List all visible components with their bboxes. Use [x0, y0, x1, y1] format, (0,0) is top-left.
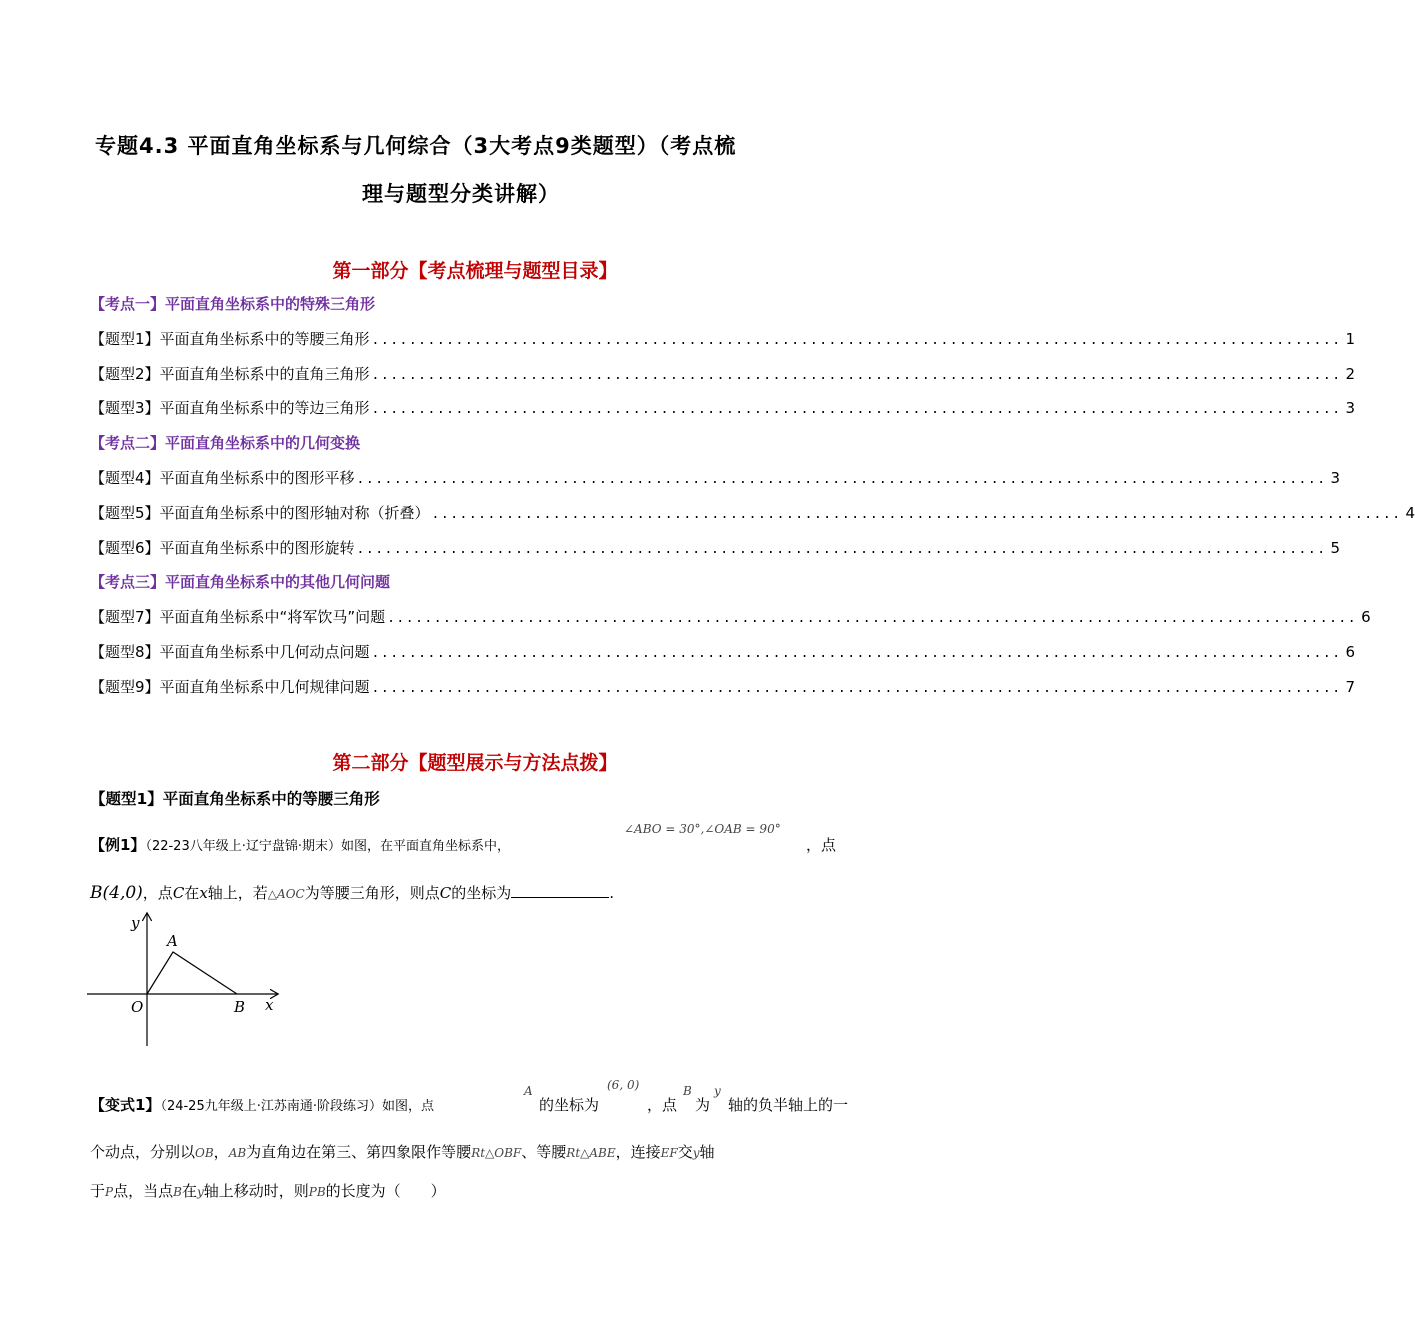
point-a-symbol: A [524, 1084, 533, 1098]
text-frag: 轴上，若 [207, 884, 268, 902]
text-frag: 点，当点 [113, 1182, 174, 1200]
text-frag: 于 [90, 1182, 106, 1200]
variant1-line2 [90, 1141, 715, 1162]
toc-item-label: 【题型2】平面直角坐标系中的直角三角形 [90, 365, 370, 383]
example1-point-suffix: ，点 [806, 836, 837, 854]
toc-leader: ........................................................................................................ [371, 368, 1342, 383]
variant1-label: 【变式1】 [90, 1096, 161, 1114]
toc-leader: ........................................................................................................ [371, 333, 1342, 348]
variant1-source: （24-25九年级上·江苏南通·阶段练习）如图，点 [160, 1099, 434, 1114]
point-c: C [439, 884, 452, 902]
kaodian-1: 【考点一】平面直角坐标系中的特殊三角形 [90, 295, 376, 313]
toc-page-number: 6 [1361, 608, 1371, 626]
text-frag: ，连接 [615, 1143, 661, 1161]
variant1-line1 [90, 1094, 434, 1115]
toc-page-number: 3 [1330, 469, 1341, 487]
part2-title: 第二部分【题型展示与方法点拨】 [332, 752, 618, 774]
text-frag: 、等腰 [521, 1143, 567, 1161]
example1-label: 【例1】 [90, 836, 146, 854]
toc-item-4[interactable] [90, 467, 1341, 489]
point-b: B [173, 1185, 182, 1199]
segment-pb: PB [308, 1185, 326, 1199]
text-frag: 轴的负半轴上的一 [728, 1096, 849, 1114]
y-axis-symbol: y [692, 1146, 700, 1160]
toc-leader: ........................................................................................................ [371, 402, 1342, 417]
segment-ab: AB [228, 1146, 247, 1160]
text-frag: ，点 [142, 884, 173, 902]
toc-leader: ........................................................................................................ [371, 646, 1342, 661]
toc-leader: ........................................................................................................ [356, 472, 1327, 487]
x-var: x [199, 884, 208, 902]
example1-angle-formula: ∠ABO = 30°,∠OAB = 90° [624, 822, 781, 836]
toc-page-number: 6 [1345, 643, 1356, 661]
toc-item-label: 【题型9】平面直角坐标系中几何规律问题 [90, 678, 370, 696]
document-title-line1: 专题4.3 平面直角坐标系与几何综合（3大考点9类题型）（考点梳 [95, 134, 737, 158]
point-b-symbol: B [683, 1084, 692, 1098]
section-heading-tixing1: 【题型1】平面直角坐标系中的等腰三角形 [90, 790, 380, 808]
x-axis-label: x [265, 996, 274, 1014]
text-frag: ，点 [647, 1096, 678, 1114]
text-frag: 的长度为（ ） [325, 1182, 446, 1200]
text-frag: 在 [181, 1182, 197, 1200]
toc-item-2[interactable] [90, 363, 1356, 385]
toc-item-8[interactable] [90, 641, 1356, 663]
toc-leader: ........................................................................................................ [356, 542, 1327, 557]
point-p: P [105, 1185, 114, 1199]
toc-item-label: 【题型7】平面直角坐标系中“将军饮马”问题 [90, 608, 386, 626]
kaodian-2: 【考点二】平面直角坐标系中的几何变换 [90, 434, 361, 452]
point-c: C [172, 884, 185, 902]
example1-line1 [90, 834, 510, 855]
toc-page-number: 1 [1345, 330, 1356, 348]
point-a-label: A [167, 932, 178, 950]
triangle-obf: Rt△OBF [471, 1146, 522, 1160]
toc-item-5[interactable] [90, 502, 1415, 524]
text-frag: 在 [184, 884, 200, 902]
point-b-coord: B(4,0) [90, 883, 143, 903]
toc-page-number: 5 [1330, 539, 1341, 557]
origin-label: O [131, 998, 144, 1016]
y-axis-symbol: y [196, 1185, 204, 1199]
toc-item-6[interactable] [90, 537, 1341, 559]
toc-item-label: 【题型5】平面直角坐标系中的图形轴对称（折叠） [90, 504, 430, 522]
example1-source: （22-23八年级上·辽宁盘锦·期末）如图，在平面直角坐标系中， [145, 839, 510, 854]
triangle-oab [147, 952, 237, 994]
variant1-line3 [90, 1180, 446, 1201]
coord-6-0: (6, 0) [607, 1078, 640, 1092]
toc-leader: ........................................................................................................ [431, 507, 1402, 522]
toc-page-number: 7 [1345, 678, 1356, 696]
y-axis-label: y [131, 914, 140, 932]
toc-item-7[interactable] [90, 606, 1371, 628]
toc-page-number: 3 [1345, 399, 1356, 417]
example1-line2 [90, 882, 614, 903]
text-frag: 交 [677, 1143, 693, 1161]
triangle-aoc: △AOC [267, 887, 305, 901]
part1-title: 第一部分【考点梳理与题型目录】 [332, 260, 618, 282]
text-frag: 的坐标为 [451, 884, 512, 902]
text-frag: 的坐标为 [539, 1096, 600, 1114]
toc-page-number: 2 [1345, 365, 1356, 383]
segment-ob: OB [195, 1146, 214, 1160]
text-frag: 为直角边在第三、第四象限作等腰 [246, 1143, 472, 1161]
toc-item-label: 【题型6】平面直角坐标系中的图形旋转 [90, 539, 355, 557]
toc-leader: ........................................................................................................ [371, 681, 1342, 696]
answer-blank[interactable] [511, 883, 609, 898]
kaodian-3: 【考点三】平面直角坐标系中的其他几何问题 [90, 573, 391, 591]
document-title-line2: 理与题型分类讲解） [362, 182, 560, 206]
toc-leader: ........................................................................................................ [387, 611, 1358, 626]
text-frag: 轴上移动时，则 [203, 1182, 309, 1200]
toc-item-3[interactable] [90, 397, 1356, 419]
toc-item-label: 【题型4】平面直角坐标系中的图形平移 [90, 469, 355, 487]
segment-ef: EF [660, 1146, 678, 1160]
toc-page-number: 4 [1405, 504, 1415, 522]
text-frag: 个动点，分别以 [90, 1143, 196, 1161]
point-b-label: B [234, 998, 246, 1016]
y-axis-symbol: y [714, 1084, 721, 1098]
text-frag: 为等腰三角形，则点 [304, 884, 440, 902]
text-frag: . [609, 884, 615, 902]
text-frag: 为 [695, 1096, 711, 1114]
example1-figure [85, 910, 285, 1050]
text-frag: ， [213, 1143, 229, 1161]
triangle-abe: Rt△ABE [566, 1146, 616, 1160]
toc-item-1[interactable] [90, 328, 1356, 350]
toc-item-label: 【题型1】平面直角坐标系中的等腰三角形 [90, 330, 370, 348]
toc-item-9[interactable] [90, 676, 1356, 698]
toc-item-label: 【题型8】平面直角坐标系中几何动点问题 [90, 643, 370, 661]
text-frag: 轴 [699, 1143, 715, 1161]
toc-item-label: 【题型3】平面直角坐标系中的等边三角形 [90, 399, 370, 417]
